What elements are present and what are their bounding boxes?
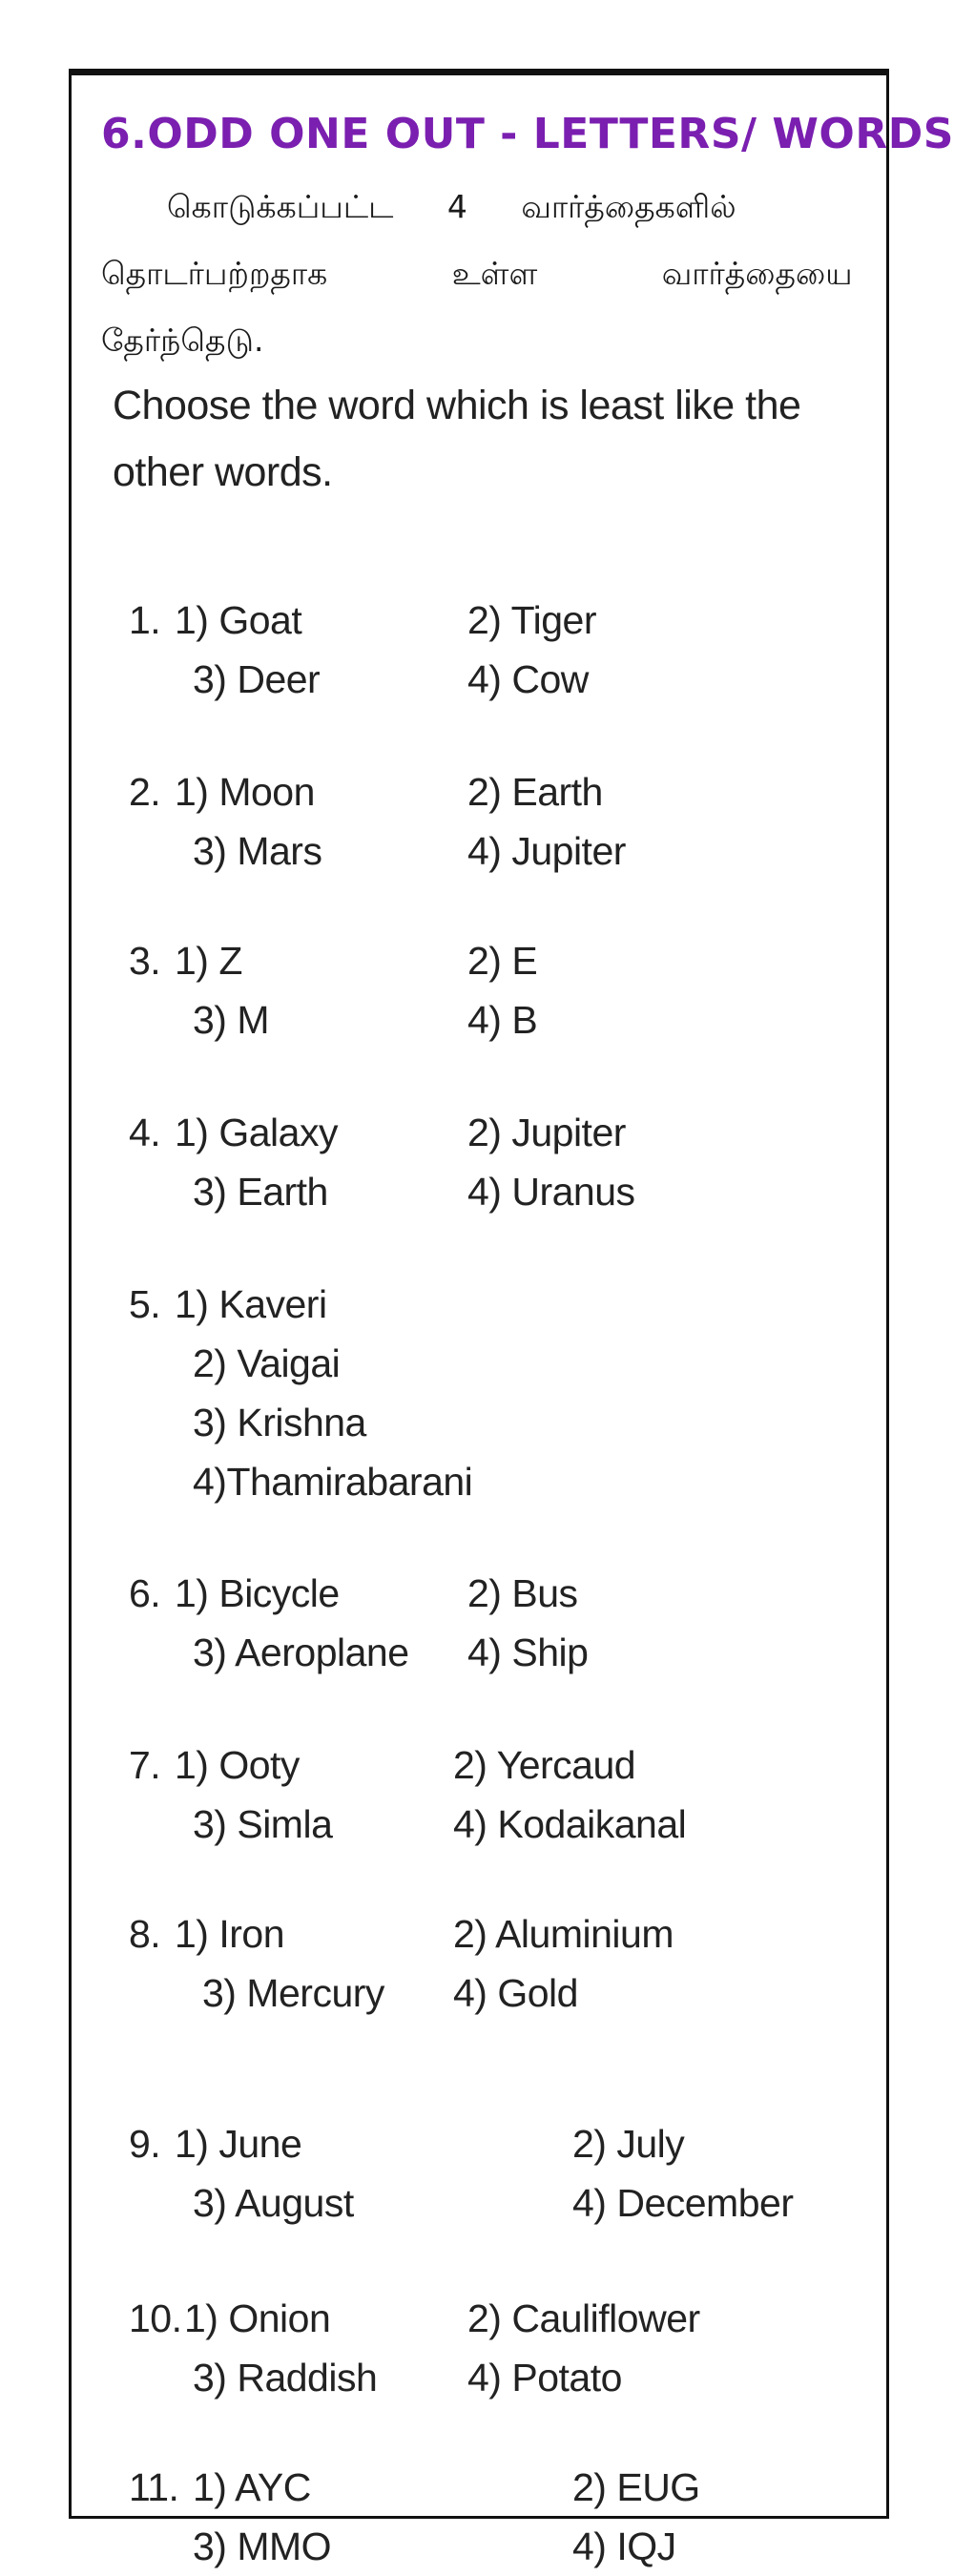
option-4: 4) Uranus bbox=[467, 1170, 635, 1214]
option-3: 3) Deer bbox=[193, 657, 321, 701]
option-3: 3) Mercury bbox=[202, 1971, 384, 2015]
option-3: 3) August bbox=[193, 2181, 354, 2225]
option-4: 4) IQJ bbox=[572, 2524, 676, 2568]
option-4: 4)Thamirabarani bbox=[193, 1460, 473, 1504]
option-3: 3) M bbox=[193, 998, 269, 1042]
option-2: 2) Bus bbox=[467, 1571, 578, 1615]
option-4: 4) December bbox=[572, 2181, 794, 2225]
option-3: 3) Krishna bbox=[193, 1401, 366, 1444]
option-4: 4) Jupiter bbox=[467, 829, 626, 873]
worksheet-title: 6.ODD ONE OUT - LETTERS/ WORDS bbox=[101, 110, 954, 158]
option-4: 4) B bbox=[467, 998, 538, 1042]
option-3: 3) Raddish bbox=[193, 2356, 378, 2399]
tamil-instruction-line-1: கொடுக்கப்பட்ட 4 வார்த்தைகளில் bbox=[167, 188, 736, 225]
option-1: 1) Kaveri bbox=[175, 1282, 327, 1326]
question-number: 4. bbox=[129, 1111, 161, 1154]
question-number: 9. bbox=[129, 2122, 161, 2166]
option-3: 3) MMO bbox=[193, 2524, 332, 2568]
english-instruction-line-2: other words. bbox=[113, 449, 333, 495]
option-2: 2) Jupiter bbox=[467, 1111, 626, 1154]
option-4: 4) Gold bbox=[453, 1971, 578, 2015]
option-1: 1) Iron bbox=[175, 1912, 284, 1956]
question-number: 5. bbox=[129, 1282, 161, 1326]
option-1: 1) June bbox=[175, 2122, 302, 2166]
option-4: 4) Kodaikanal bbox=[453, 1802, 687, 1846]
question-number: 2. bbox=[129, 770, 161, 814]
option-3: 3) Aeroplane bbox=[193, 1631, 409, 1674]
option-1: 1) Moon bbox=[175, 770, 315, 814]
option-2: 2) Vaigai bbox=[193, 1341, 341, 1385]
tamil-instruction-line-3: தேர்ந்தெடு. bbox=[101, 322, 264, 359]
option-1: 1) AYC bbox=[193, 2465, 311, 2509]
question-number: 6. bbox=[129, 1571, 161, 1615]
option-3: 3) Earth bbox=[193, 1170, 328, 1214]
question-number: 7. bbox=[129, 1743, 161, 1787]
question-number: 1. bbox=[129, 598, 161, 642]
question-number: 10. bbox=[129, 2296, 182, 2340]
question-number: 8. bbox=[129, 1912, 161, 1956]
option-2: 2) Yercaud bbox=[453, 1743, 636, 1787]
option-2: 2) Tiger bbox=[467, 598, 596, 642]
option-2: 2) Aluminium bbox=[453, 1912, 674, 1956]
option-3: 3) Mars bbox=[193, 829, 322, 873]
option-1: 1) Goat bbox=[175, 598, 302, 642]
english-instruction-line-1: Choose the word which is least like the bbox=[113, 383, 801, 428]
option-3: 3) Simla bbox=[193, 1802, 333, 1846]
option-2: 2) July bbox=[572, 2122, 685, 2166]
option-2: 2) Earth bbox=[467, 770, 603, 814]
option-2: 2) E bbox=[467, 939, 538, 983]
option-1: 1) Onion bbox=[184, 2296, 331, 2340]
tamil-instruction-line-2: தொடர்பற்றதாக உள்ள வார்த்தையை bbox=[101, 255, 853, 292]
option-2: 2) Cauliflower bbox=[467, 2296, 700, 2340]
worksheet-frame bbox=[69, 69, 954, 2568]
option-1: 1) Z bbox=[175, 939, 242, 983]
option-1: 1) Ooty bbox=[175, 1743, 300, 1787]
option-4: 4) Potato bbox=[467, 2356, 622, 2399]
option-4: 4) Ship bbox=[467, 1631, 589, 1674]
question-number: 11. bbox=[129, 2465, 179, 2509]
option-1: 1) Bicycle bbox=[175, 1571, 340, 1615]
option-1: 1) Galaxy bbox=[175, 1111, 338, 1154]
option-2: 2) EUG bbox=[572, 2465, 700, 2509]
option-4: 4) Cow bbox=[467, 657, 589, 701]
question-number: 3. bbox=[129, 939, 161, 983]
